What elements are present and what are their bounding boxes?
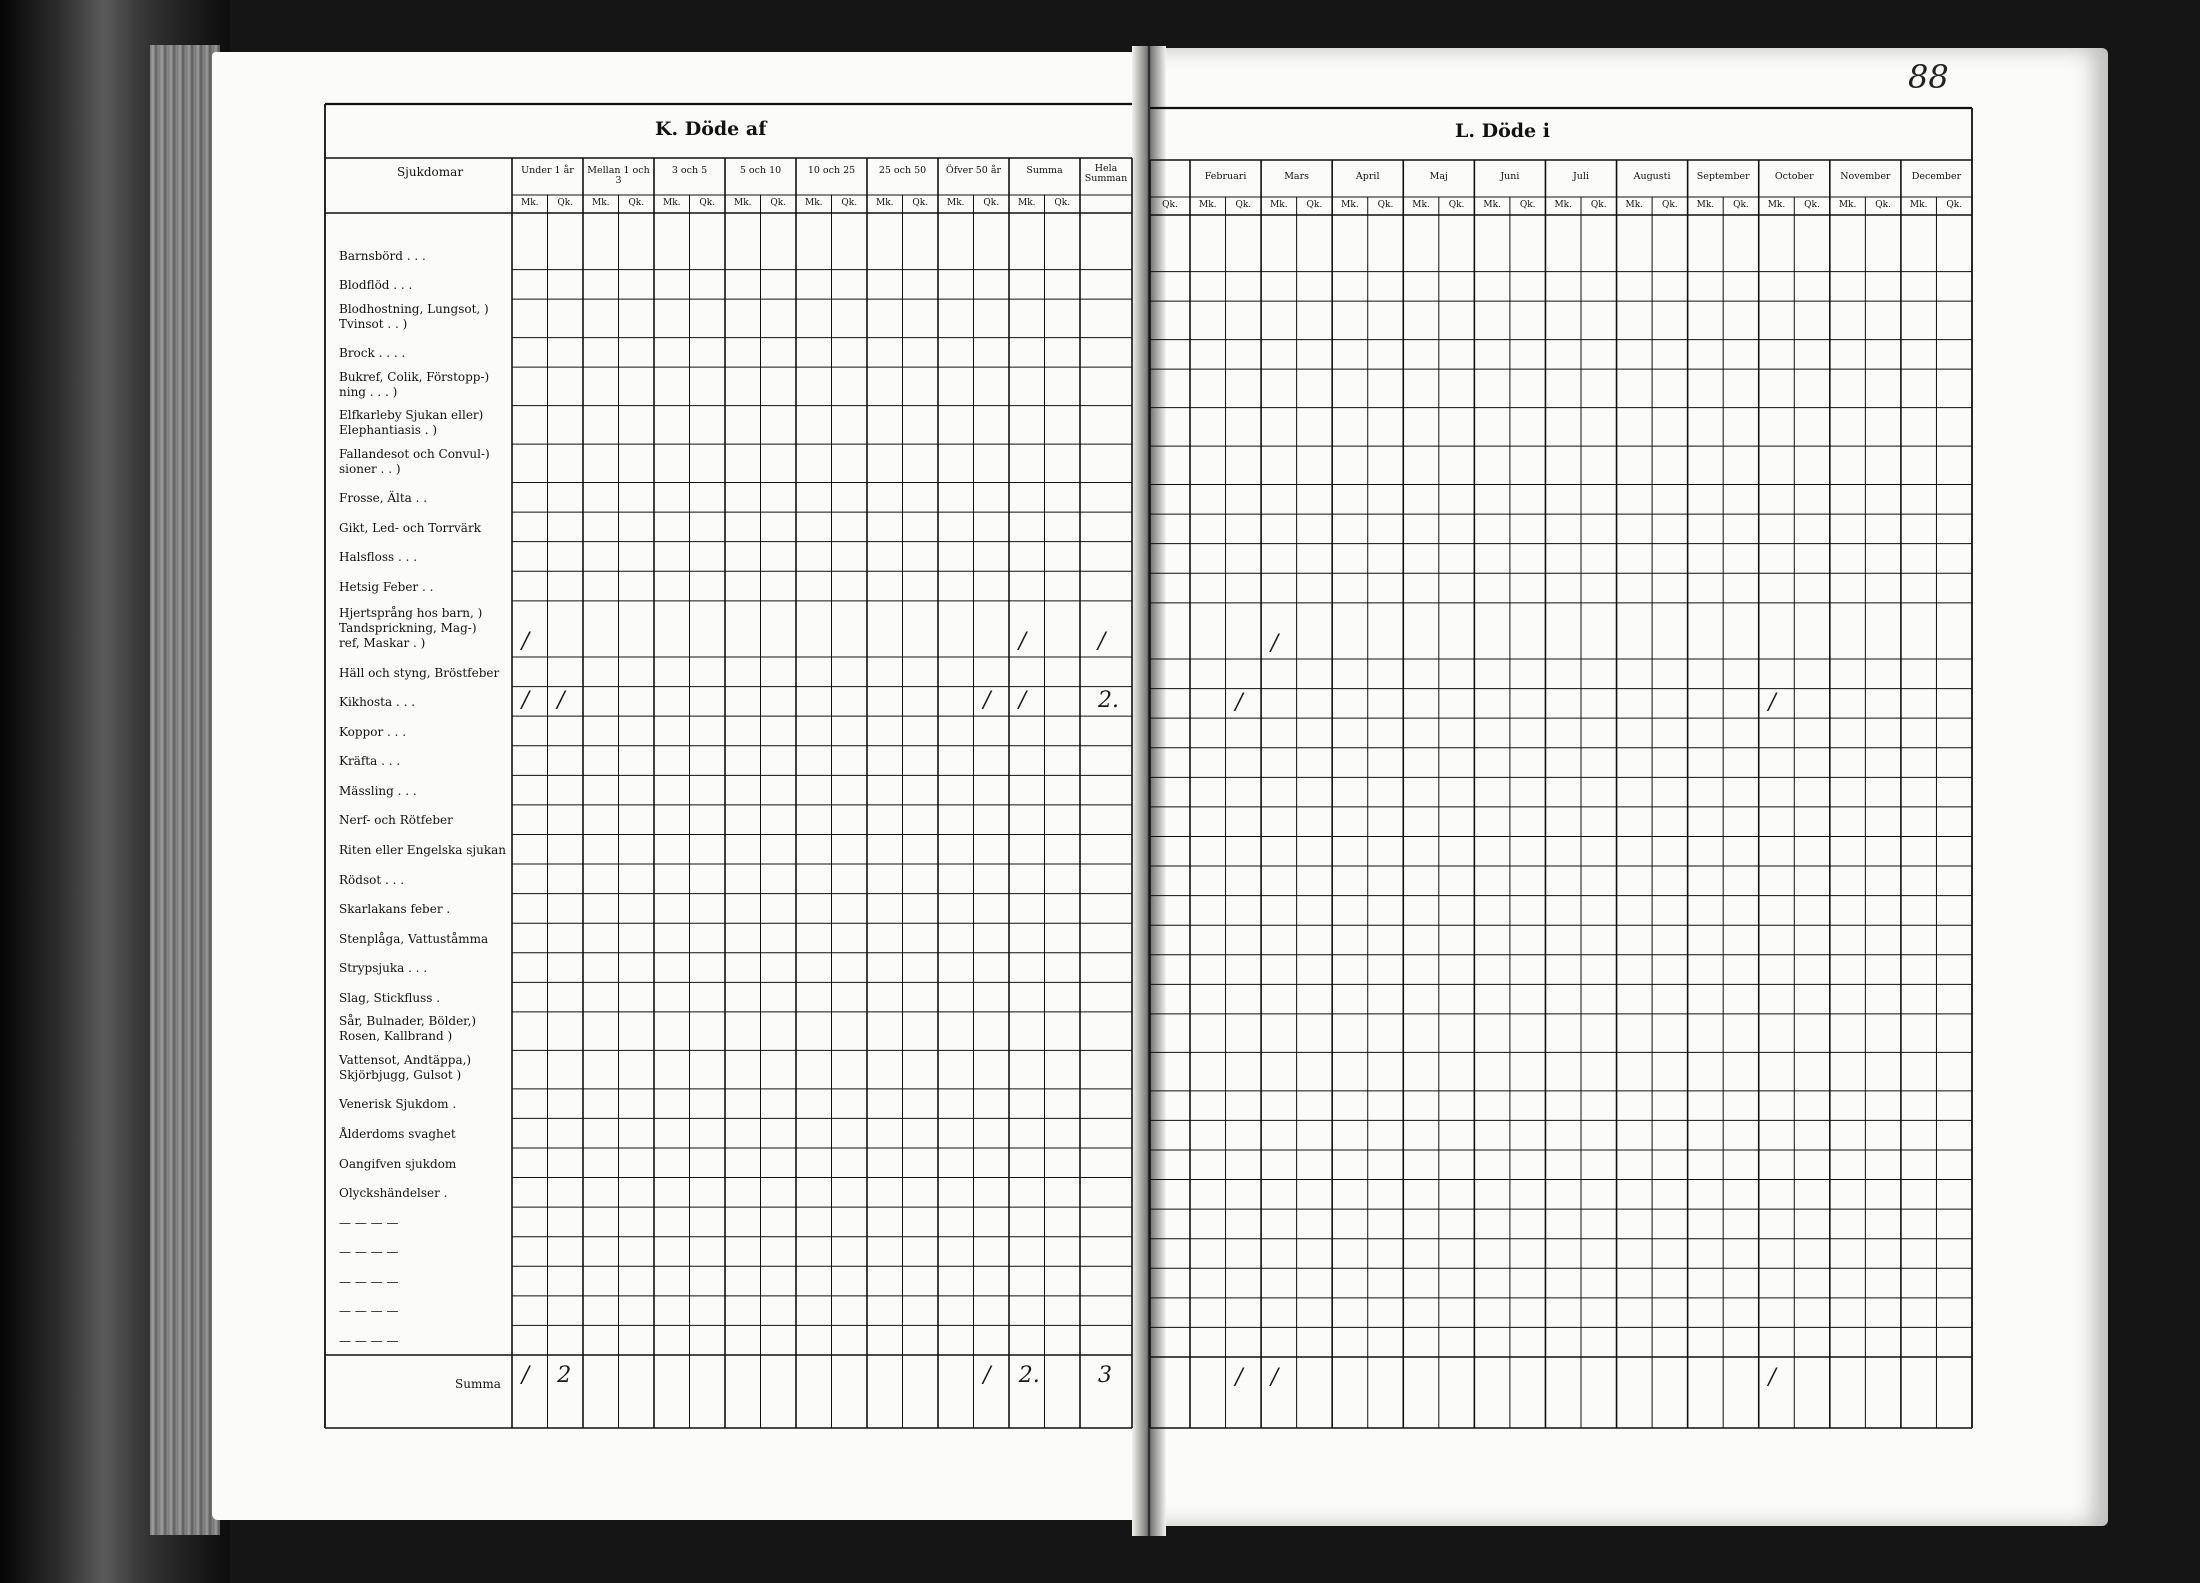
handwritten-entry: /: [1270, 1365, 1279, 1390]
month-header: Augusti: [1633, 171, 1671, 182]
disease-label: sioner . . ): [339, 461, 401, 476]
sub-header-qk: Qk.: [699, 198, 716, 208]
disease-label: Tvinsot . . ): [339, 316, 408, 331]
sub-header-qk: Qk.: [1875, 200, 1891, 210]
handwritten-entry: /: [1018, 688, 1027, 714]
sub-header-mk: Mk.: [1625, 200, 1644, 210]
age-column-header: Under 1 år: [521, 165, 574, 176]
disease-label: Kräfta . . .: [339, 754, 401, 769]
sub-header-qk: Qk.: [1519, 200, 1536, 210]
disease-label: Strypsjuka . . .: [339, 961, 428, 976]
handwritten-entry: 2: [557, 1363, 572, 1388]
handwritten-entry: /: [983, 688, 991, 714]
age-column-header: Mellan 1 och 3: [587, 165, 650, 186]
sub-header-mk: Mk.: [1909, 200, 1928, 210]
disease-label: Slag, Stickfluss .: [339, 990, 441, 1005]
disease-label: Nerf- och Rötfeber: [339, 813, 453, 828]
disease-label: — — — —: [339, 1274, 399, 1289]
disease-label: Ålderdoms svaghet: [339, 1126, 456, 1141]
sub-header-mk: Mk.: [591, 198, 610, 208]
disease-label: Hjertsprång hos barn, ): [339, 606, 483, 621]
disease-label: Skarlakans feber .: [339, 902, 451, 917]
sub-header-mk: Mk.: [733, 198, 752, 208]
handwritten-entry: 2.: [1018, 1363, 1040, 1388]
handwritten-entry: /: [1098, 629, 1106, 655]
sub-header-qk: Qk.: [1054, 198, 1071, 208]
disease-label: Bukref, Colik, Förstopp-): [339, 369, 490, 384]
row-header-sjukdomar: Sjukdomar: [396, 165, 464, 179]
sub-header-mk: Mk.: [1554, 200, 1572, 210]
sub-header-qk: Qk.: [1377, 200, 1394, 210]
month-header: December: [1911, 171, 1962, 182]
disease-label: ning . . . ): [339, 384, 398, 399]
sub-header-qk: Qk.: [770, 198, 787, 208]
disease-label: Hetsig Feber . .: [339, 579, 434, 594]
sub-header-qk: Qk.: [983, 198, 1000, 208]
disease-label: Stenplåga, Vattuståmma: [339, 931, 489, 946]
sub-header-mk: Mk.: [1767, 200, 1786, 210]
month-header: April: [1355, 171, 1380, 182]
age-column-header: Öfver 50 år: [945, 165, 1002, 176]
handwritten-entry: 2.: [1098, 688, 1119, 714]
handwritten-entry: /: [521, 688, 530, 714]
handwritten-entry: /: [557, 688, 565, 714]
disease-label: Halsfloss . . .: [339, 550, 418, 565]
left-page-heading: K. Döde af: [655, 118, 767, 140]
right-page-heading: L. Döde i: [1455, 120, 1550, 142]
sub-header-mk: Mk.: [946, 198, 965, 208]
sub-header-qk: Qk.: [1448, 200, 1465, 210]
handwritten-entry: /: [1018, 629, 1027, 655]
summa-label: Summa: [455, 1377, 501, 1391]
sub-header-qk: Qk.: [1162, 200, 1178, 210]
disease-label: Blodhostning, Lungsot, ): [339, 301, 489, 316]
sub-header-mk: Mk.: [1341, 200, 1359, 210]
handwritten-entry: 3: [1098, 1363, 1112, 1388]
disease-label: Koppor . . .: [339, 724, 407, 739]
disease-label: Sår, Bulnader, Bölder,): [339, 1014, 477, 1029]
sub-header-qk: Qk.: [1733, 200, 1749, 210]
sub-header-mk: Mk.: [875, 198, 894, 208]
month-header: Maj: [1429, 171, 1448, 182]
age-column-header: Summa: [1026, 165, 1063, 176]
disease-label: — — — —: [339, 1334, 399, 1348]
sub-header-mk: Mk.: [804, 198, 823, 208]
sub-header-qk: Qk.: [1235, 200, 1252, 210]
disease-label: Fallandesot och Convul-): [339, 446, 490, 461]
sub-header-mk: Mk.: [1017, 198, 1036, 208]
sub-header-mk: Mk.: [520, 198, 539, 208]
disease-label: — — — —: [339, 1215, 399, 1230]
handwritten-entry: /: [983, 1363, 991, 1388]
sub-header-mk: Mk.: [1199, 200, 1217, 210]
sub-header-qk: Qk.: [1590, 200, 1607, 210]
disease-label: Frosse, Älta . .: [339, 491, 428, 506]
page-number: 88: [1908, 58, 1949, 96]
disease-label: Mässling . . .: [339, 783, 417, 798]
sub-header-qk: Qk.: [912, 198, 929, 208]
handwritten-entry: /: [1270, 631, 1279, 657]
age-column-header: 5 och 10: [739, 165, 782, 176]
sub-header-qk: Qk.: [628, 198, 645, 208]
sub-header-qk: Qk.: [1661, 200, 1678, 210]
handwritten-entry: /: [521, 629, 530, 655]
month-header: Juli: [1572, 171, 1589, 182]
sub-header-mk: Mk.: [1483, 200, 1501, 210]
disease-label: Blodflöd . . .: [339, 278, 413, 293]
disease-label: ref, Maskar . ): [339, 636, 426, 651]
sub-header-mk: Mk.: [662, 198, 681, 208]
disease-label: Tandsprickning, Mag-): [339, 621, 477, 636]
sub-header-qk: Qk.: [841, 198, 858, 208]
age-column-header: 3 och 5: [671, 165, 708, 176]
disease-label: Rosen, Kallbrand ): [339, 1029, 453, 1044]
month-header: November: [1840, 171, 1891, 182]
sub-header-mk: Mk.: [1270, 200, 1288, 210]
total-column-header: Hela Summan: [1084, 163, 1128, 184]
handwritten-entry: /: [521, 1363, 530, 1388]
month-header: Mars: [1284, 171, 1310, 182]
month-header: October: [1774, 171, 1814, 182]
month-header: September: [1696, 171, 1750, 182]
disease-label: Brock . . . .: [339, 346, 406, 361]
month-header: Juni: [1500, 171, 1520, 182]
sub-header-mk: Mk.: [1838, 200, 1857, 210]
disease-label: Kikhosta . . .: [339, 695, 416, 710]
sub-header-qk: Qk.: [1946, 200, 1963, 210]
age-column-header: 10 och 25: [807, 165, 856, 176]
handwritten-entry: /: [1768, 1365, 1776, 1390]
sub-header-qk: Qk.: [1306, 200, 1323, 210]
handwritten-entry: /: [1235, 690, 1243, 716]
disease-label: Venerisk Sjukdom .: [339, 1097, 457, 1112]
sub-header-mk: Mk.: [1412, 200, 1430, 210]
disease-label: — — — —: [339, 1304, 399, 1319]
disease-label: Oangifven sjukdom: [339, 1156, 457, 1171]
disease-label: Riten eller Engelska sjukan: [339, 843, 507, 858]
disease-label: Häll och styng, Bröstfeber: [339, 665, 500, 680]
age-column-header: 25 och 50: [878, 165, 927, 176]
disease-label: Elfkarleby Sjukan eller): [339, 408, 484, 423]
disease-label: Barnsbörd . . .: [339, 248, 426, 263]
disease-label: Vattensot, Andtäppa,): [339, 1052, 472, 1067]
sub-header-qk: Qk.: [1804, 200, 1820, 210]
month-header: Februari: [1204, 171, 1247, 182]
disease-label: Elephantiasis . ): [339, 423, 438, 438]
disease-label: Olyckshändelser .: [339, 1186, 448, 1201]
disease-label: Skjörbjugg, Gulsot ): [339, 1067, 462, 1082]
sub-header-qk: Qk.: [557, 198, 574, 208]
disease-label: Gikt, Led- och Torrvärk: [339, 520, 481, 535]
disease-label: Rödsot . . .: [339, 872, 405, 887]
sub-header-mk: Mk.: [1696, 200, 1715, 210]
handwritten-entry: /: [1768, 690, 1776, 716]
disease-label: — — — —: [339, 1245, 399, 1260]
handwritten-entry: /: [1235, 1365, 1243, 1390]
